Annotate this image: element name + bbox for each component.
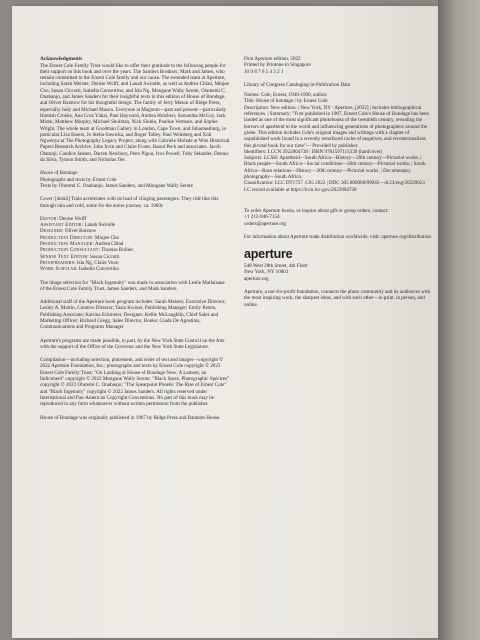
image-selection-note [40,280,230,293]
credit-line: Editor: Denise Wolff [40,215,87,222]
nysca-note [40,338,230,351]
cover-caption-text: Cover: [detail] Train accelerates with its load of clinging passengers. They ride like this through rain and cold, some for the entire journey. ca. 1960s [40,196,219,209]
address-line-1: 548 West 28th Street, 4th Floor [244,263,308,270]
mission-text: Aperture, a not-for-profit foundation, connects the photo community and its audiences with the most inspiring work, the sharpest ideas, and with each other—in print, in person, and online. [244,289,431,308]
nysca-text: Aperture's programs are made possible, in part, by the New York State Council on the Arts with the support of the Office of the Governor and the New York State Legislature. [40,337,225,350]
acknowledgments-body: The Ernest Cole Family Trust would like to offer their gratitude to the following people for their support on this book and over the years. The Sanders Brothers, Mark and James, who remain committed to the Ernest Cole family and our cause. The extended team at Aperture, including Sarah Meister, Denise Wolff, and Lanah Swindle, as well as Andrea Chlad, Minjee Cho, Susan Ciccotti, Isabella Convertino, and Isla Ng. Mongane Wally Serote, Olantemi C. Onabanjo, and James Sanders for their insightful texts in this edition of House of Bondage, and Oliver Barstow for his thoughtful design. The family of Jerry Mason of Ridge Press, especially Judy and Michael Mason. Everyone at Magnum—past and present—particularly Hamish Crooks, Ana Cruz Yábar, Paul Hayward, Andrea Holzherr, Samantha McCoy, Jack Minto, Matthew Murphy, Michael Shulman, Nick Slobin, Pauline Vermare, and Sophie Wright. The whole team at Goodman Gallery in London, Cape Town, and Johannesburg, in particular Liza Essers, Jo Stella-Sawicka, and Roger Talley. Paul Weinberg and Xoli Ngwenya at The Photography Legacy Project, along with Gabriele Mohale at Wits Historical Papers Research Archive. John Irvin and Claire Evans. Raoul Peck and associates. Jacob Olatunji, Candice Jansen, Darren Newbury, Piers Pigou, Ivor Powell, Toby Selander, Dennis da Silva, Tymon Smith, and Nicholas Tee. [40,62,230,164]
publisher-block [244,247,432,282]
book-title: House of Bondage [40,170,78,177]
copyright-note [40,357,230,407]
credit-name: Oliver Barstow [64,228,97,235]
staff-text: Additional staff of the Aperture book program includes: Sarah Meister, Executive Director; Lesley A. Martin, Creative Director; Tasia Kwiner, Publishing Manager; Emily Patten, Publishing Associate; Katrina Eckmeier, Designer; Kellie McLaughlin, Chief Sales and Marketing Officer; Richard Gregg, Sales Director, Books; Giada De Agostinis, Communications and Programs Manager [40,299,226,331]
order-text: To order Aperture books, or inquire about gift or group orders, contact: [244,207,389,214]
left-column [40,56,230,428]
acknowledgments-section [40,56,230,163]
right-column [244,56,432,315]
credit-line: Assistant Editor: Lanah Swindle [40,222,116,229]
credit-role: Work Scholar [40,266,77,273]
facing-page-edge [438,0,480,640]
edition-info [244,56,432,75]
credit-role: Production Consultant [40,247,99,254]
credit-role: Designer [40,228,63,235]
credit-role: Assistant Editor [40,222,82,229]
edition-line: First Aperture edition, 2022 [244,56,301,62]
credits-list [40,216,230,273]
acknowledgments-heading: Acknowledgments [40,56,83,62]
order-phone: +1 212-946-7154 [244,214,280,221]
credit-name: Denise Wolff [59,215,87,222]
credit-name: Thomas Bollier [101,247,134,254]
credit-line: Senior Text Editor: Susan Ciccotti [40,253,120,260]
credit-line: Work Scholar: Isabella Convertino [40,266,119,273]
credit-name: Isabella Convertino [78,266,119,273]
credit-name: Lanah Swindle [84,222,116,229]
staff-note [40,299,230,330]
credit-name: Minjee Cho [94,234,120,241]
credit-line: Designer: Oliver Barstow [40,228,97,235]
credit-role: Production Manager [40,241,93,248]
trade-text: For information about Aperture trade distribution worldwide, visit: aperture.org/distribution [244,233,431,240]
credit-role: Production Director [40,234,93,241]
aperture-logo: aperture [244,247,293,262]
credit-name: Susan Ciccotti [89,253,120,260]
printing-number-line: 10 9 8 7 6 5 4 3 2 1 [244,68,284,75]
original-publication-text: House of Bondage was originally published in 1967 by Ridge Press and Random House. [40,414,221,421]
loc-data [244,82,432,193]
book-texts-by: Texts by Oluremi C. Onabanjo, James Sanders, and Mongane Wally Serote [40,182,193,189]
trade-info [244,234,432,240]
mission-statement [244,289,432,308]
book-info [40,170,230,189]
order-info [244,208,432,227]
copyright-text: Compilation—including selection, placement, and order of text and images—copyright © 2022 Aperture Foundation, Inc.; photographs and texts by Ernest Cole copyright © 2022 Ernest Cole Family Trust; "On Looking at House of Bondage Now: A Lament, an Indictment" copyright © 2022 Mongane Wally Serote; "Black Spots, Photographic Spectres" copyright © 2022 Oluremi C. Onabanjo; "The Spearpoint Phoebi: The Rise of Ernest Cole" and "Black Ingenuity" copyright © 2022 James Sanders. All rights reserved under International and Pan-American Copyright Conventions. No part of this book may be reproduced in any form whatsoever without written permission from the publisher. [40,357,230,408]
credit-role: Proofreaders [40,259,75,266]
loc-body: Names: Cole, Ernest, 1940-1990, author. Title: House of bondage / by Ernest Cole. Description: New edition. | New York, NY : Aperture, [2022] | Includes bibliographical references. | Summary: "First published in 1967, Ernest Cole's House of Bondage has been lauded as one of the most significant photobooks of the twentieth century, revealing the horrors of apartheid to the world and influencing generations of photographers around the globe. This edition includes Cole's original images and writings with a chapter of unpublished work found in a recently resurfaced cache of negatives, and recontextualizes this pivotal book for our time"— Provided by publisher. Identifiers: LCCN 2022004738 | ISBN 9781597115339 (hardcover) Subjects: LCSH: Apartheid—South Africa—History—20th century—Pictorial works. | Black people—South Africa—Social conditions—20th century—Pictorial works. | South Africa—Race relations—History—20th century—Pictorial works. | Documentary photography—South Africa. Classification: LCC DT1757 .C65 2022 | DDC 305.800968/09045—dc23/eng/20220623 LC record available at https://lccn.loc.gov/2022004738 [244,92,429,193]
credit-name: Isla Ng, Claire Voon [76,259,119,266]
credit-line: Production Director: Minjee Cho [40,234,120,241]
address-line-2: New York, NY 10001 [244,269,289,276]
printer-line: Printed by Printone in Singapore [244,62,311,69]
credit-role: Editor [40,215,57,222]
credit-role: Senior Text Editor [40,253,88,260]
book-page [12,6,438,638]
cover-caption [40,196,230,209]
credit-name: Andrea Chlad [94,241,124,248]
loc-heading: Library of Congress Cataloging-in-Publication Data [244,81,351,88]
credit-line: Proofreaders: Isla Ng, Claire Voon [40,259,119,266]
image-selection-text: The image selection for "Black Ingenuity" was made in association with Leslie Matlaisane of the Ernest Cole Family Trust, James Sanders, and Mark Sanders. [40,279,225,292]
original-publication-note [40,415,230,421]
order-email: orders@aperture.org [244,220,287,227]
website-line: aperture.org [244,275,269,282]
book-byline: Photographs and texts by Ernest Cole [40,176,117,183]
credit-line: Production Consultant: Thomas Bollier [40,247,134,254]
credit-line: Production Manager: Andrea Chlad [40,241,124,248]
